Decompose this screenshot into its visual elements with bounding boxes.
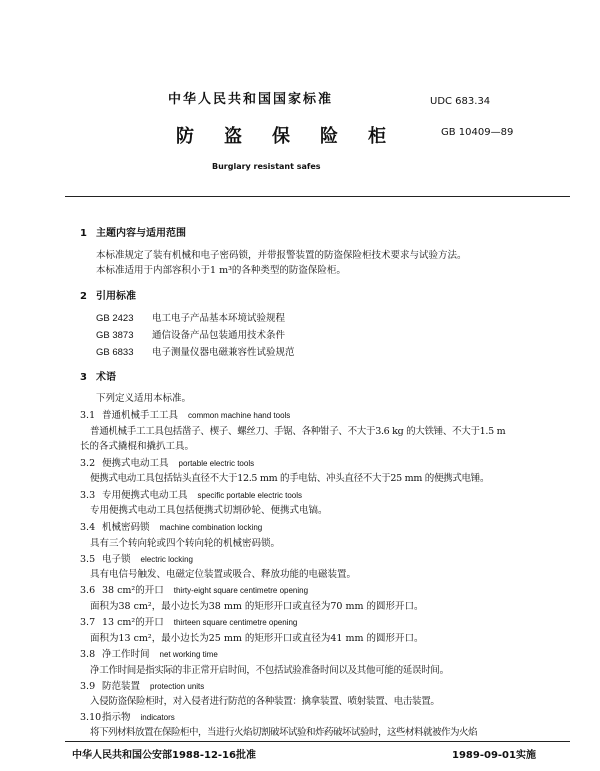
term-line: 面积为13 cm²，最小边长为25 mm 的矩形开口或直径为41 mm 的圆形开口。 <box>90 633 424 644</box>
reference-item <box>96 344 295 358</box>
standard-title: 中华人民共和国国家标准 <box>168 92 334 107</box>
section-number: 1 <box>80 228 87 239</box>
gb-number: GB 10409—89 <box>441 127 514 138</box>
term-zh: 13 cm²的开口 <box>102 617 164 628</box>
term-line: 便携式电动工具包括钻头直径不大于12.5 mm 的手电钻、冲头直径不大于25 mm 的便携式电锤。 <box>90 473 490 484</box>
reference-code: GB 2423 <box>96 313 134 324</box>
term-zh: 防范装置 <box>102 681 141 692</box>
term-number: 3.9 <box>80 681 96 692</box>
paragraph: 本标准规定了装有机械和电子密码锁，并带报警装置的防盗保险柜技术要求与试验方法。 <box>96 250 467 261</box>
term-heading <box>80 407 290 421</box>
term-number: 3.3 <box>80 490 96 501</box>
header-divider <box>65 196 570 197</box>
term-line: 将下列材料放置在保险柜中，当进行火焰切割破坏试验和炸药破坏试验时，这些材料就被作为火焰 <box>90 727 478 738</box>
term-en: electric locking <box>140 555 193 564</box>
section-title: 术语 <box>96 372 116 383</box>
term-number: 3.6 <box>80 585 96 596</box>
term-zh: 指示物 <box>102 712 131 723</box>
term-heading <box>80 551 193 565</box>
term-number: 3.2 <box>80 458 96 469</box>
term-zh: 电子锁 <box>102 554 131 565</box>
term-en: indicators <box>140 713 175 722</box>
reference-item <box>96 310 285 324</box>
term-en: thirteen square centimetre opening <box>173 618 298 627</box>
term-line: 具有电信号触发、电磁定位装置或吸合、释放功能的电磁装置。 <box>90 569 357 580</box>
term-en: portable electric tools <box>178 459 255 468</box>
term-line: 净工作时间是指实际的非正常开启时间，不包括试验准备时间以及其他可能的延误时间。 <box>90 665 449 676</box>
term-number: 3.4 <box>80 522 96 533</box>
term-heading <box>80 709 175 723</box>
section-2-heading <box>80 287 136 302</box>
paragraph: 下列定义适用本标准。 <box>96 393 192 404</box>
term-line: 具有三个转向轮或四个转向轮的机械密码锁。 <box>90 538 281 549</box>
term-heading <box>80 519 262 533</box>
reference-name: 电工电子产品基本环境试验规程 <box>152 313 286 324</box>
term-zh: 普通机械手工工具 <box>102 410 179 421</box>
term-heading <box>80 487 302 501</box>
term-number: 3.10 <box>80 712 102 723</box>
footer-effective-date: 1989-09-01实施 <box>452 750 536 761</box>
term-en: specific portable electric tools <box>197 491 303 500</box>
paragraph: 本标准适用于内部容积小于1 m³的各种类型的防盗保险柜。 <box>96 265 346 276</box>
english-subtitle: Burglary resistant safes <box>212 162 321 171</box>
reference-code: GB 6833 <box>96 347 134 358</box>
term-line: 专用便携式电动工具包括便携式切割砂轮、便携式电镐。 <box>90 505 328 516</box>
section-number: 2 <box>80 291 87 302</box>
reference-item <box>96 327 285 341</box>
term-number: 3.1 <box>80 410 96 421</box>
term-heading <box>80 646 218 660</box>
term-zh: 机械密码锁 <box>102 522 150 533</box>
term-zh: 专用便携式电动工具 <box>102 490 188 501</box>
udc-code: UDC 683.34 <box>430 96 491 107</box>
term-line: 长的各式撬棍和撬扒工具。 <box>80 441 195 452</box>
term-number: 3.7 <box>80 617 96 628</box>
term-line: 面积为38 cm²，最小边长为38 mm 的矩形开口或直径为70 mm 的圆形开口。 <box>90 601 424 612</box>
term-line: 普通机械手工工具包括凿子、楔子、螺丝刀、手锯、各种钳子、不大于3.6 kg 的大铁锤、不大于1.5 m <box>90 426 506 437</box>
term-heading <box>80 455 254 469</box>
reference-name: 通信设备产品包装通用技术条件 <box>152 330 286 341</box>
term-zh: 净工作时间 <box>102 649 150 660</box>
term-en: common machine hand tools <box>188 411 291 420</box>
term-number: 3.8 <box>80 649 96 660</box>
section-title: 主题内容与适用范围 <box>96 228 186 239</box>
term-number: 3.5 <box>80 554 96 565</box>
term-zh: 38 cm²的开口 <box>102 585 164 596</box>
term-heading <box>80 582 308 596</box>
term-heading <box>80 614 297 628</box>
page-title: 防盗保险柜 <box>176 126 416 147</box>
term-line: 入侵防盗保险柜时，对入侵者进行防范的各种装置：擒拿装置、喷射装置、电击装置。 <box>90 696 440 707</box>
term-zh: 便携式电动工具 <box>102 458 169 469</box>
section-number: 3 <box>80 372 87 383</box>
section-3-heading <box>80 368 116 383</box>
term-en: protection units <box>150 682 205 691</box>
term-en: thirty-eight square centimetre opening <box>173 586 309 595</box>
section-1-heading <box>80 224 186 239</box>
term-heading <box>80 678 204 692</box>
term-en: net working time <box>159 650 218 659</box>
footer-issuer: 中华人民共和国公安部1988-12-16批准 <box>72 750 256 761</box>
reference-code: GB 3873 <box>96 330 134 341</box>
reference-name: 电子测量仪器电磁兼容性试验规范 <box>152 347 295 358</box>
section-title: 引用标准 <box>96 291 136 302</box>
footer-divider <box>65 741 570 742</box>
term-en: machine combination locking <box>159 523 263 532</box>
